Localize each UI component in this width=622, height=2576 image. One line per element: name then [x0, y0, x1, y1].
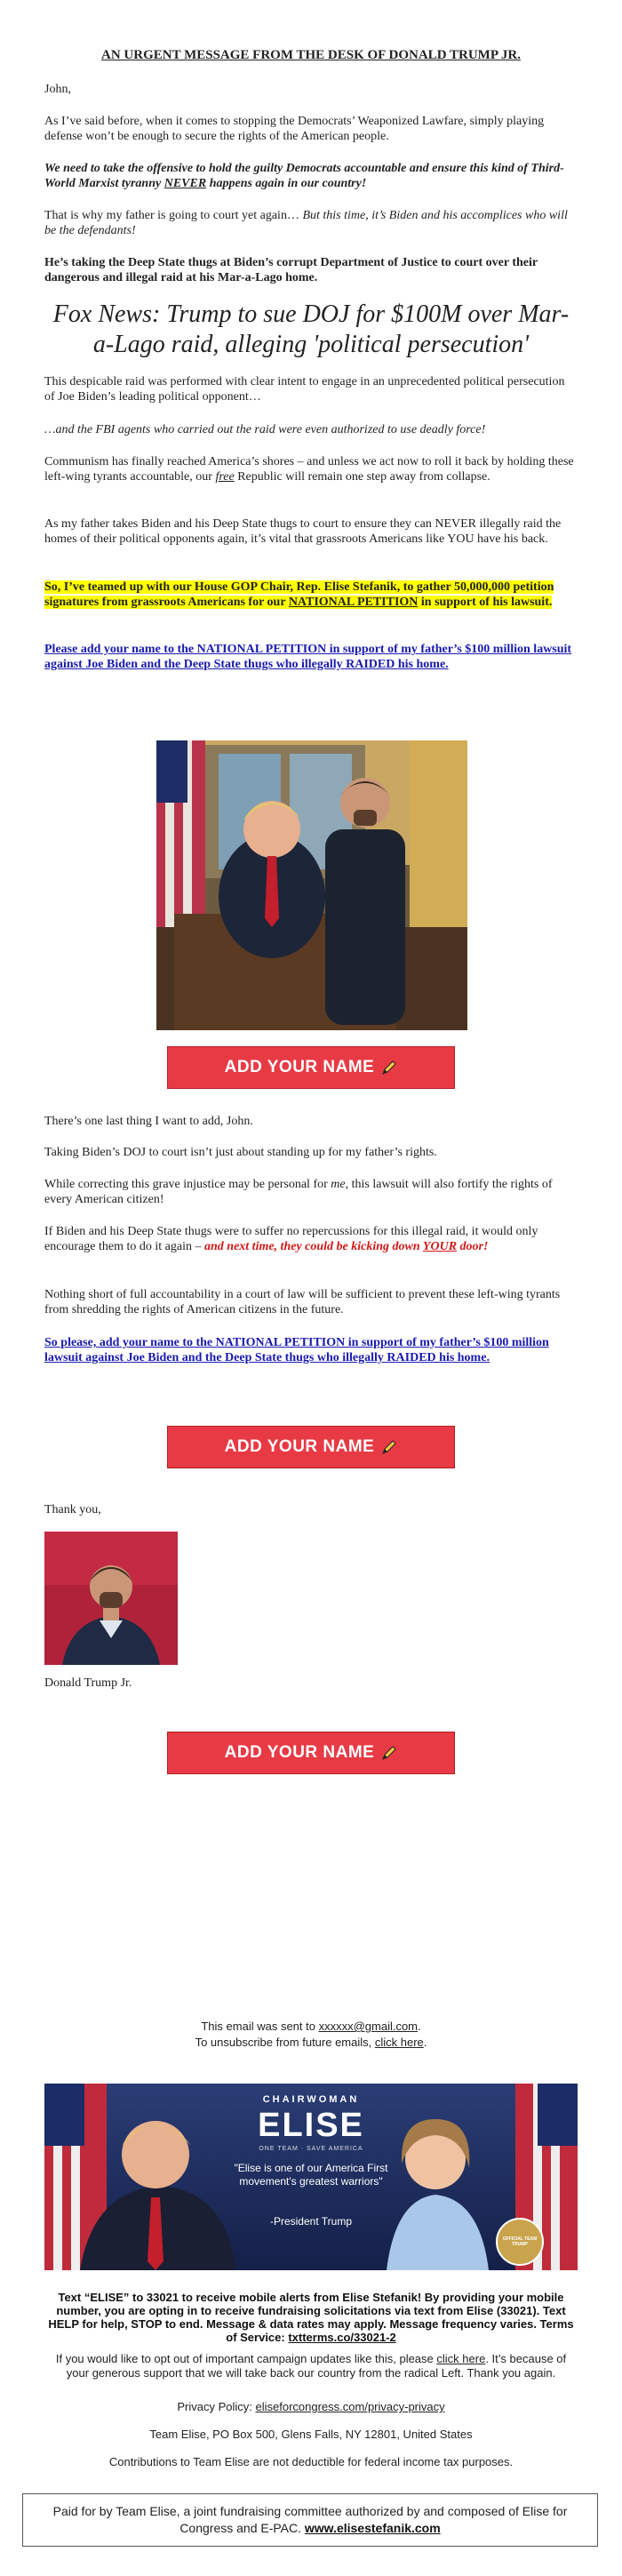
website-link[interactable]: www.elisestefanik.com	[304, 2521, 441, 2535]
paragraph: We need to take the offensive to hold the guilty Democrats accountable and ensure this kind of Third-World Marxist tyranny NEVER happens again in our country!	[44, 162, 564, 190]
banner-attribution: -President Trump	[269, 2215, 353, 2228]
paragraph: While correcting this grave injustice may be personal for me, this lawsuit will also fortify the rights of every American citizen!	[44, 1178, 553, 1206]
paragraph: …and the FBI agents who carried out the raid were even authorized to use deadly force!	[44, 423, 486, 436]
highlighted-paragraph: So, I’ve teamed up with our House GOP Chair, Rep. Elise Stefanik, to gather 50,000,000 petition signatures from grassroots Americans for our NATIONAL PETITION in support of his lawsuit.	[44, 580, 554, 609]
optout-line: If you would like to opt out of important campaign updates like this, please click here. It’s because of your generous support that we will take back our country from the radical Left. Thank you again.	[55, 2352, 567, 2380]
pencil-icon	[381, 1060, 397, 1076]
paragraph: Taking Biden’s DOJ to court isn’t just about standing up for my father’s rights.	[44, 1146, 437, 1159]
add-your-name-button[interactable]	[167, 1426, 455, 1468]
pencil-icon	[381, 1745, 397, 1761]
tax-disclaimer: Contributions to Team Elise are not deductible for federal income tax purposes.	[108, 2455, 514, 2468]
petition-link[interactable]: Please add your name to the NATIONAL PETITION in support of my father’s $100 million lawsuit against Joe Biden and the Deep State thugs who illegally RAIDED his home.	[44, 643, 572, 671]
salutation: John,	[44, 83, 71, 96]
banner-name: ELISE	[258, 2107, 364, 2144]
team-trump-badge: OFFICIAL TEAM TRUMP	[502, 2236, 538, 2247]
sms-terms-link[interactable]: txtterms.co/33021-2	[288, 2331, 396, 2344]
elise-banner	[44, 2084, 578, 2270]
paragraph: There’s one last thing I want to add, John.	[44, 1115, 253, 1128]
add-your-name-button[interactable]	[167, 1046, 455, 1089]
photo-trump-family	[156, 740, 467, 1030]
portrait-illustration	[44, 1532, 178, 1665]
news-headline: Fox News: Trump to sue DOJ for $100M over Mar-a-Lago raid, alleging 'political persecution'	[52, 300, 570, 358]
closing: Thank you,	[44, 1503, 101, 1516]
photo-illustration	[156, 740, 467, 1030]
paragraph: Nothing short of full accountability in a court of law will be sufficient to prevent these left-wing tyrants from shredding the rights of American citizens in the future.	[44, 1288, 561, 1316]
paid-for-text: Paid for by Team Elise, a joint fundraising committee authorized by and composed of Elise for Congress and E-PAC.	[52, 2504, 568, 2535]
petition-link[interactable]: So please, add your name to the NATIONAL PETITION in support of my father’s $100 million lawsuit against Joe Biden and the Deep State thugs who illegally RAIDED his home.	[44, 1336, 549, 1364]
petition-link-paragraph	[44, 642, 578, 672]
signature-photo	[44, 1532, 178, 1665]
paragraph: Communism has finally reached America’s shores – and unless we act now to roll it back by holding these left-wing tyrants accountable, our free Republic will remain one step away from collapse.	[44, 455, 574, 484]
page-title: AN URGENT MESSAGE FROM THE DESK OF DONALD TRUMP JR.	[101, 48, 521, 62]
mailing-address: Team Elise, PO Box 500, Glens Falls, NY 12801, United States	[149, 2428, 473, 2441]
banner-quote: "Elise is one of our America First movement's greatest warriors"	[234, 2162, 388, 2188]
button-label: ADD YOUR NAME	[224, 1058, 375, 1076]
button-label: ADD YOUR NAME	[224, 1437, 375, 1456]
banner-tagline: ONE TEAM · SAVE AMERICA	[259, 2146, 363, 2152]
optout-link[interactable]: click here	[436, 2352, 486, 2365]
button-label: ADD YOUR NAME	[224, 1743, 375, 1762]
paragraph: If Biden and his Deep State thugs were to suffer no repercussions for this illegal raid, it would only encourage them to do it again – and next time, they could be kicking down YOUR door!	[44, 1225, 538, 1253]
banner-chairwoman: CHAIRWOMAN	[262, 2094, 360, 2105]
unsubscribe-link[interactable]: click here	[374, 2036, 424, 2049]
petition-link-paragraph	[44, 1335, 578, 1365]
signature-name: Donald Trump Jr.	[44, 1676, 132, 1690]
unsubscribe-line: To unsubscribe from future emails, click here.	[195, 2036, 427, 2049]
sent-to-line: This email was sent to xxxxxx@gmail.com.	[201, 2020, 421, 2033]
privacy-line: Privacy Policy: eliseforcongress.com/privacy-privacy	[177, 2400, 445, 2413]
paragraph: He’s taking the Deep State thugs at Biden’s corrupt Department of Justice to court over their dangerous and illegal raid at his Mar-a-Lago home.	[44, 256, 538, 284]
sms-disclaimer: Text “ELISE” to 33021 to receive mobile alerts from Elise Stefanik! By providing your mobile number, you are opting in to receive fundraising solicitations via text from Elise (33021). Text HELP for help, STOP to end. Message & data rates may apply. Message frequency varies. Terms of Service: txtterms.co/33021-2	[48, 2291, 574, 2344]
privacy-link[interactable]: eliseforcongress.com/privacy-privacy	[255, 2400, 445, 2413]
paragraph: This despicable raid was performed with clear intent to engage in an unprecedented political persecution of Joe Biden’s leading political opponent…	[44, 375, 565, 404]
add-your-name-button[interactable]	[167, 1732, 455, 1774]
recipient-email-link[interactable]: xxxxxx@gmail.com	[318, 2020, 419, 2033]
paid-for-box	[22, 2493, 598, 2547]
pencil-icon	[381, 1439, 397, 1455]
paragraph: That is why my father is going to court yet again… But this time, it’s Biden and his accomplices who will be the defendants!	[44, 209, 568, 237]
paragraph: As I’ve said before, when it comes to stopping the Democrats’ Weaponized Lawfare, simply playing defense won’t be enough to secure the rights of the American people.	[44, 115, 545, 143]
paragraph: As my father takes Biden and his Deep State thugs to court to ensure they can NEVER illegally raid the homes of their political opponents again, it’s vital that grassroots Americans like YOU have his back.	[44, 517, 562, 546]
